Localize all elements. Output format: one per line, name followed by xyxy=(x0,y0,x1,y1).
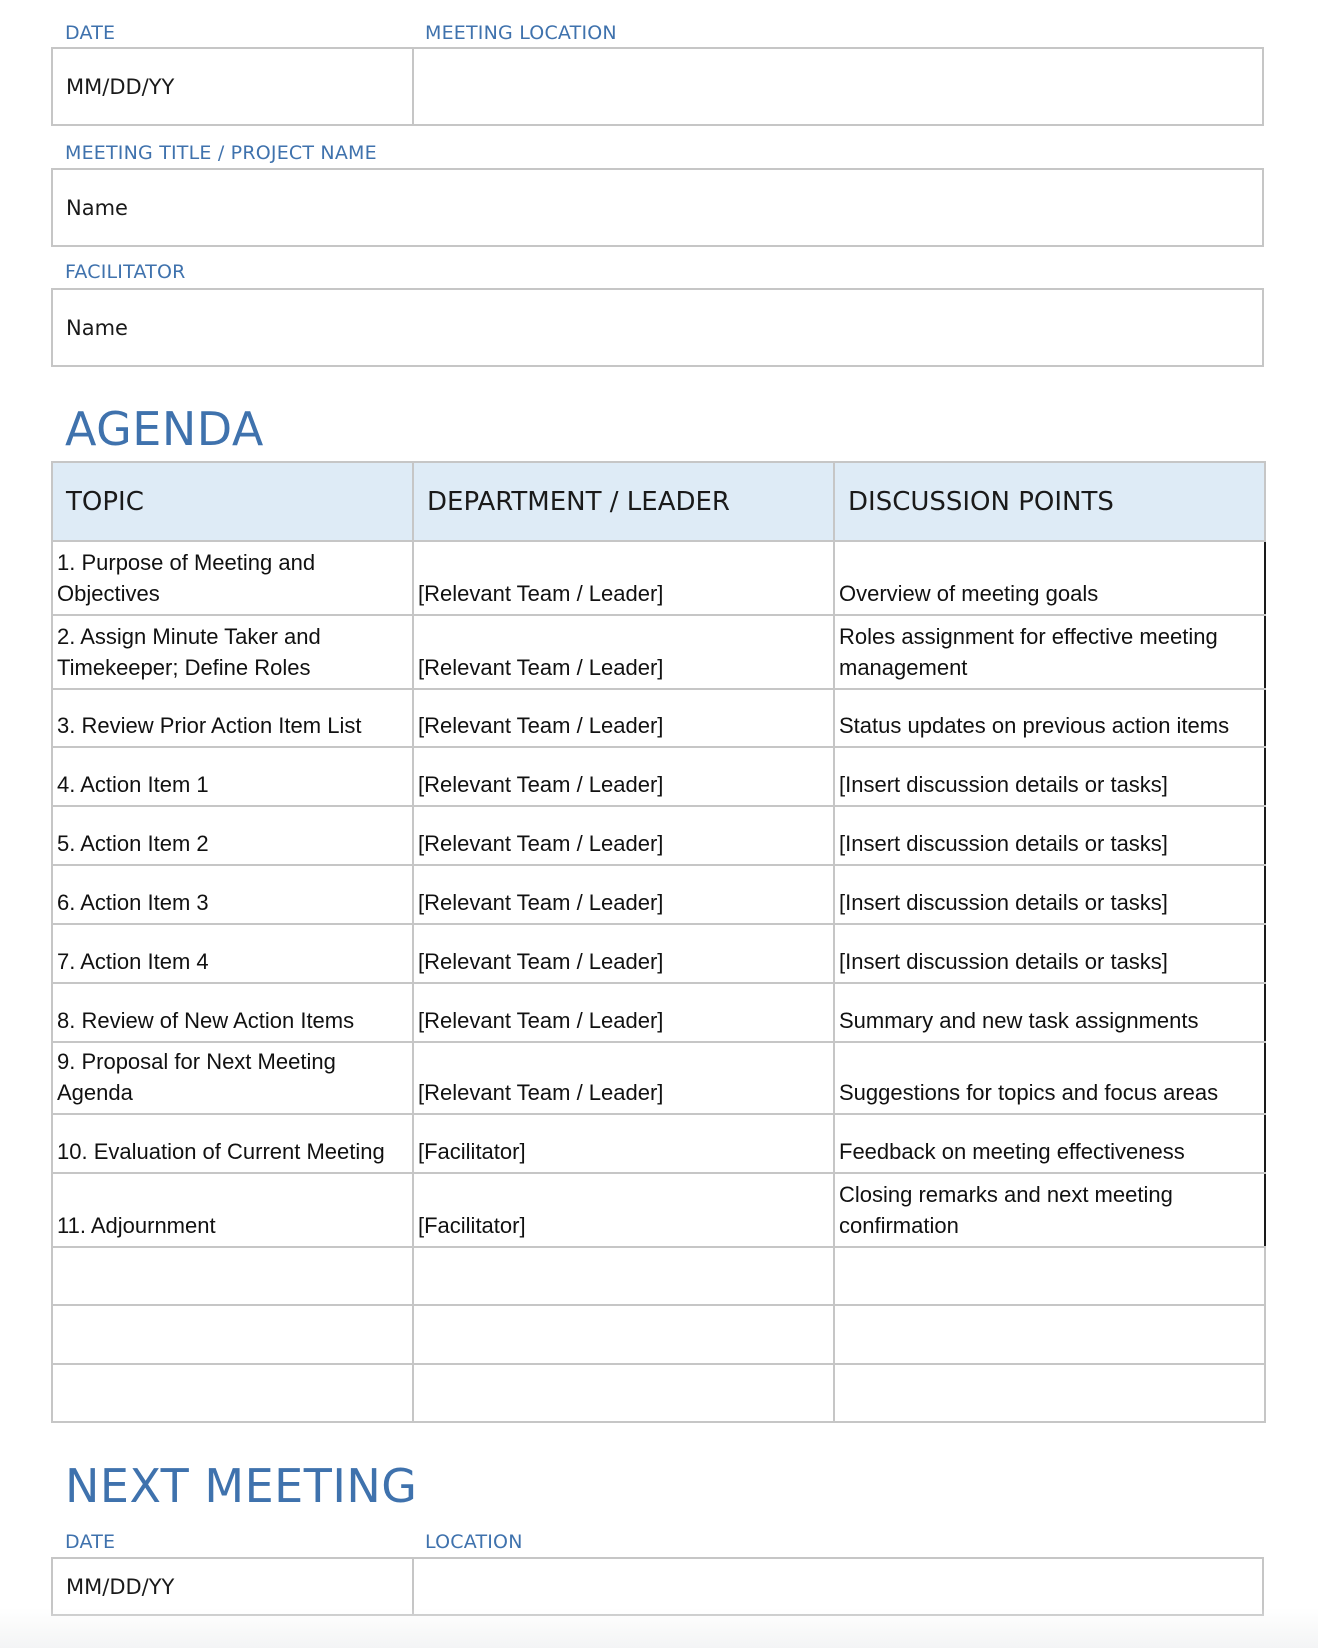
discussion-points-cell[interactable]: Feedback on meeting effectiveness xyxy=(834,1114,1265,1173)
next-meeting-heading: NEXT MEETING xyxy=(65,1459,418,1513)
leader-cell[interactable]: [Relevant Team / Leader] xyxy=(413,1042,834,1114)
table-row xyxy=(52,983,1265,1042)
date-label: DATE xyxy=(65,22,116,44)
table-row xyxy=(52,1042,1265,1114)
page-bottom-shadow xyxy=(0,1608,1318,1648)
column-header-topic: TOPIC xyxy=(52,462,413,541)
next-meeting-location-label: LOCATION xyxy=(425,1531,523,1553)
leader-cell[interactable]: [Facilitator] xyxy=(413,1173,834,1247)
table-row xyxy=(52,541,1265,615)
topic-cell[interactable] xyxy=(52,1305,413,1364)
leader-cell[interactable]: [Relevant Team / Leader] xyxy=(413,541,834,615)
discussion-points-cell[interactable]: Roles assignment for effective meeting management xyxy=(834,615,1265,689)
table-row xyxy=(52,806,1265,865)
meeting-location-label: MEETING LOCATION xyxy=(425,22,617,44)
leader-cell[interactable]: [Relevant Team / Leader] xyxy=(413,747,834,806)
discussion-points-cell[interactable]: Status updates on previous action items xyxy=(834,689,1265,747)
meeting-title-box xyxy=(51,168,1264,247)
topic-cell[interactable]: 6. Action Item 3 xyxy=(52,865,413,924)
discussion-points-cell[interactable]: Closing remarks and next meeting confirmation xyxy=(834,1173,1265,1247)
discussion-points-cell[interactable]: Summary and new task assignments xyxy=(834,983,1265,1042)
table-row xyxy=(52,689,1265,747)
leader-cell[interactable] xyxy=(413,1305,834,1364)
table-row xyxy=(52,1305,1265,1364)
topic-cell[interactable]: 1. Purpose of Meeting and Objectives xyxy=(52,541,413,615)
next-meeting-date-field[interactable]: MM/DD/YY xyxy=(66,1574,175,1599)
leader-cell[interactable]: [Relevant Team / Leader] xyxy=(413,924,834,983)
discussion-points-cell[interactable] xyxy=(834,1247,1265,1305)
table-row xyxy=(52,747,1265,806)
agenda-table xyxy=(51,461,1266,1423)
topic-cell[interactable]: 8. Review of New Action Items xyxy=(52,983,413,1042)
date-field[interactable]: MM/DD/YY xyxy=(66,74,175,99)
topic-cell[interactable]: 10. Evaluation of Current Meeting xyxy=(52,1114,413,1173)
topic-cell[interactable]: 7. Action Item 4 xyxy=(52,924,413,983)
meeting-location-field[interactable] xyxy=(414,49,1262,124)
discussion-points-cell[interactable]: Suggestions for topics and focus areas xyxy=(834,1042,1265,1114)
meeting-title-label: MEETING TITLE / PROJECT NAME xyxy=(65,142,377,164)
leader-cell[interactable]: [Relevant Team / Leader] xyxy=(413,806,834,865)
meeting-title-field[interactable]: Name xyxy=(66,195,128,220)
agenda-heading: AGENDA xyxy=(65,402,264,456)
column-header-department-leader: DEPARTMENT / LEADER xyxy=(413,462,834,541)
table-row xyxy=(52,924,1265,983)
table-row xyxy=(52,865,1265,924)
table-row xyxy=(52,1173,1265,1247)
facilitator-label: FACILITATOR xyxy=(65,261,186,283)
topic-cell[interactable]: 5. Action Item 2 xyxy=(52,806,413,865)
leader-cell[interactable]: [Relevant Team / Leader] xyxy=(413,689,834,747)
next-meeting-date-label: DATE xyxy=(65,1531,116,1553)
discussion-points-cell[interactable]: Overview of meeting goals xyxy=(834,541,1265,615)
discussion-points-cell[interactable]: [Insert discussion details or tasks] xyxy=(834,924,1265,983)
facilitator-field[interactable]: Name xyxy=(66,315,128,340)
next-meeting-location-field[interactable] xyxy=(414,1559,1262,1614)
facilitator-box xyxy=(51,288,1264,367)
topic-cell[interactable]: 9. Proposal for Next Meeting Agenda xyxy=(52,1042,413,1114)
discussion-points-cell[interactable] xyxy=(834,1364,1265,1422)
leader-cell[interactable]: [Relevant Team / Leader] xyxy=(413,865,834,924)
table-row xyxy=(52,1364,1265,1422)
leader-cell[interactable] xyxy=(413,1364,834,1422)
date-location-box xyxy=(51,47,1264,126)
leader-cell[interactable]: [Relevant Team / Leader] xyxy=(413,983,834,1042)
topic-cell[interactable] xyxy=(52,1247,413,1305)
table-row xyxy=(52,1114,1265,1173)
discussion-points-cell[interactable] xyxy=(834,1305,1265,1364)
discussion-points-cell[interactable]: [Insert discussion details or tasks] xyxy=(834,747,1265,806)
table-row xyxy=(52,1247,1265,1305)
column-header-discussion-points: DISCUSSION POINTS xyxy=(834,462,1265,541)
topic-cell[interactable] xyxy=(52,1364,413,1422)
agenda-header-row xyxy=(52,462,1265,541)
table-row xyxy=(52,615,1265,689)
discussion-points-cell[interactable]: [Insert discussion details or tasks] xyxy=(834,865,1265,924)
discussion-points-cell[interactable]: [Insert discussion details or tasks] xyxy=(834,806,1265,865)
leader-cell[interactable]: [Facilitator] xyxy=(413,1114,834,1173)
topic-cell[interactable]: 3. Review Prior Action Item List xyxy=(52,689,413,747)
leader-cell[interactable]: [Relevant Team / Leader] xyxy=(413,615,834,689)
topic-cell[interactable]: 2. Assign Minute Taker and Timekeeper; Define Roles xyxy=(52,615,413,689)
leader-cell[interactable] xyxy=(413,1247,834,1305)
topic-cell[interactable]: 4. Action Item 1 xyxy=(52,747,413,806)
topic-cell[interactable]: 11. Adjournment xyxy=(52,1173,413,1247)
